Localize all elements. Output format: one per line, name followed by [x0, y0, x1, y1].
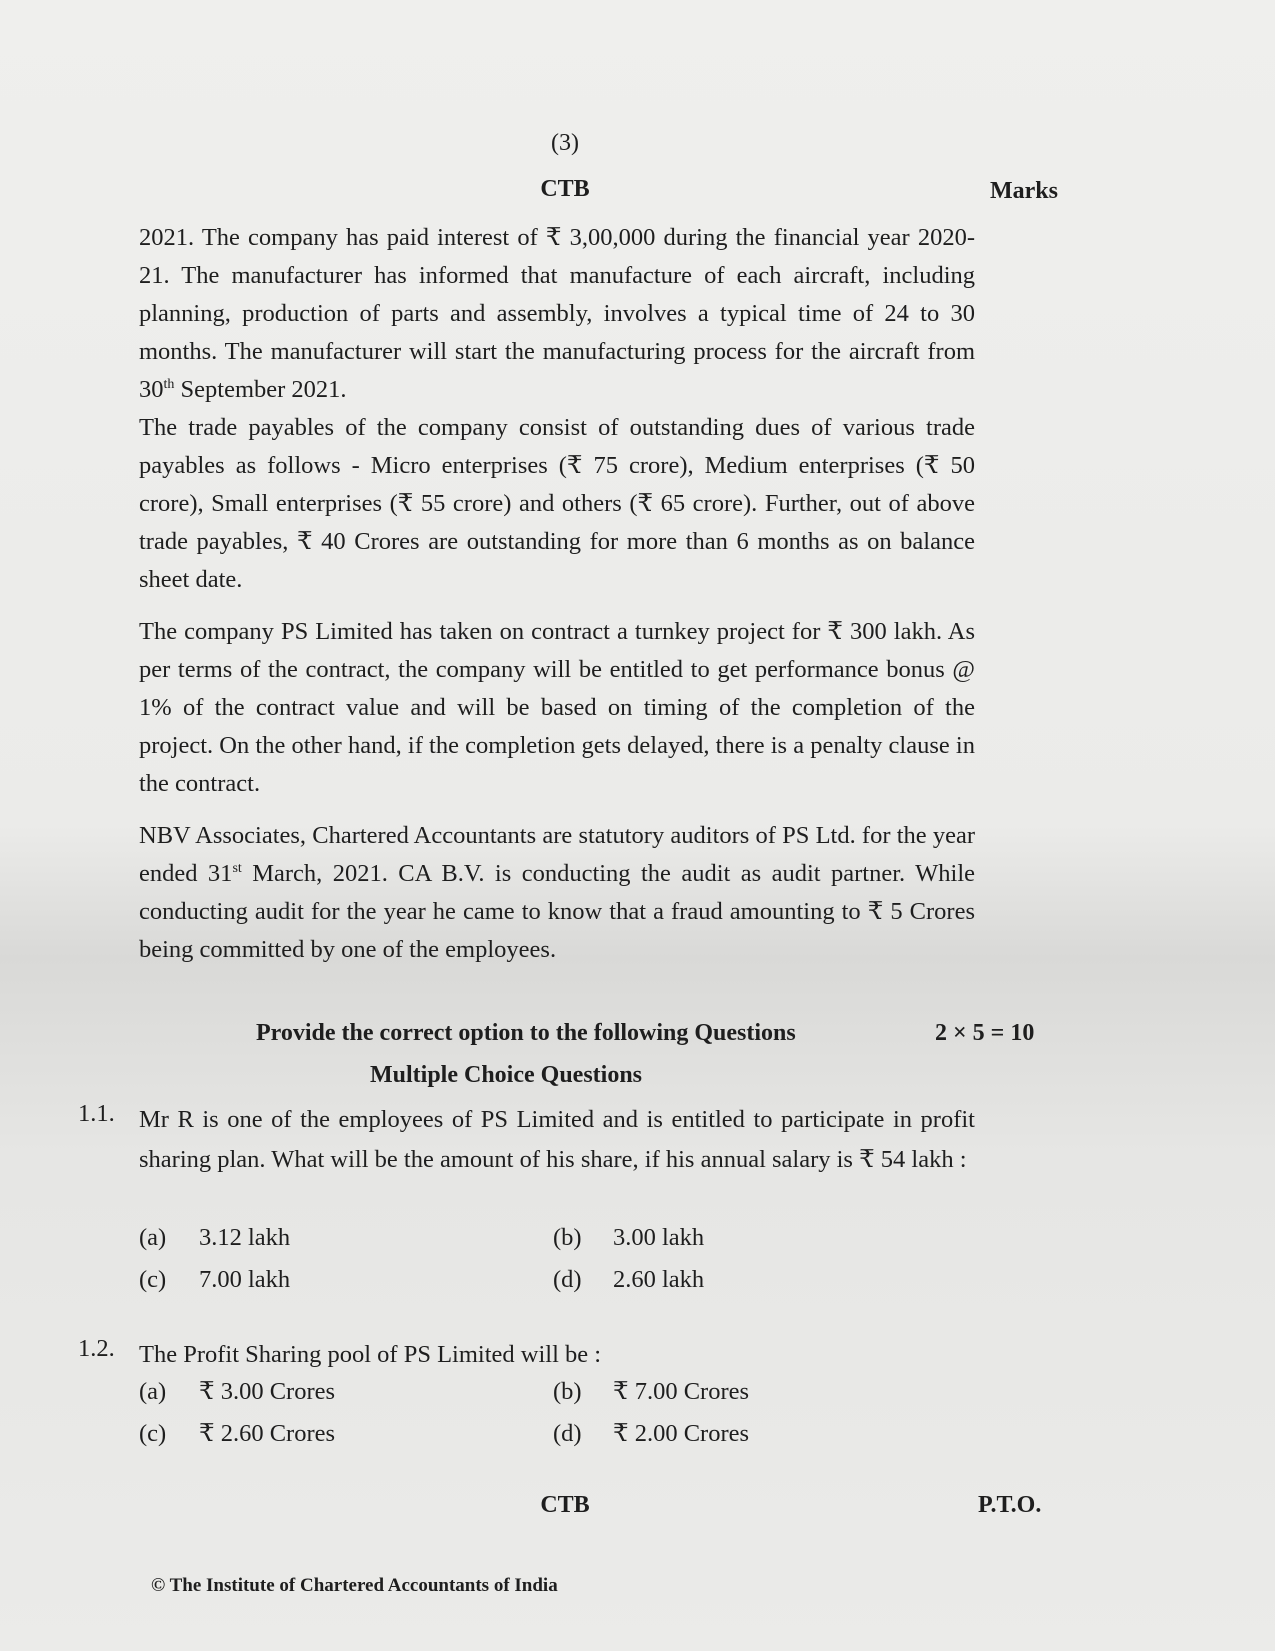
option-c[interactable] [139, 1418, 335, 1448]
option-b[interactable] [553, 1376, 749, 1406]
option-label: (a) [139, 1378, 167, 1405]
page-number: (3) [551, 130, 579, 156]
auditors-text-end: March, 2021. CA B.V. is conducting the audit as audit partner. While conducting audit for the year he came to know that a fraud amounting to ₹ 5 Crores being committed by one of the employees. [139, 860, 976, 963]
case-paragraph-trade-payables: The trade payables of the company consist of outstanding dues of various trade payables as follows - Micro enterprises (₹ 75 crore), Medium enterprises (₹ 50 crore), Small enterprises (₹ 55 crore) and others (₹ 65 crore). Further, out of above trade payables, ₹ 40 Crores are outstanding for more than 6 months as on balance sheet date. [139, 414, 975, 593]
option-text: 2.60 lakh [613, 1266, 705, 1293]
ordinal-suffix: st [232, 860, 242, 876]
question-text: The Profit Sharing pool of PS Limited will be : [139, 1341, 602, 1368]
paper-code-footer: CTB [540, 1492, 590, 1518]
option-text: 7.00 lakh [199, 1266, 291, 1293]
case-paragraph-aircraft [139, 219, 975, 409]
paper-code-header: CTB [540, 176, 590, 202]
option-label: (d) [553, 1420, 582, 1447]
option-text: ₹ 7.00 Crores [613, 1378, 750, 1405]
option-b[interactable] [553, 1224, 704, 1252]
option-label: (c) [139, 1420, 167, 1447]
question-number: 1.2. [78, 1335, 115, 1362]
option-label: (a) [139, 1224, 167, 1251]
option-text: 3.00 lakh [613, 1224, 705, 1251]
question-number: 1.1. [78, 1100, 115, 1127]
option-d[interactable] [553, 1418, 749, 1448]
option-text: 3.12 lakh [199, 1224, 291, 1251]
mcq-subheading: Multiple Choice Questions [370, 1062, 643, 1088]
ordinal-suffix: th [163, 376, 175, 392]
case-paragraph-turnkey-project: The company PS Limited has taken on contract a turnkey project for ₹ 300 lakh. As per terms of the contract, the company will be entitled to get performance bonus @ 1% of the contract value and will be based on timing of the completion of the project. On the other hand, if the completion gets delayed, there is a penalty clause in the contract. [139, 618, 975, 797]
option-label: (d) [553, 1266, 582, 1293]
option-label: (b) [553, 1378, 582, 1405]
instruction-heading: Provide the correct option to the following Questions [256, 1020, 796, 1046]
auditors-text: NBV Associates, Chartered Accountants are statutory auditors of PS Ltd. for the year ended 31 [139, 822, 975, 887]
option-text: ₹ 2.00 Crores [613, 1420, 750, 1447]
option-label: (b) [553, 1224, 582, 1251]
aircraft-text: 2021. The company has paid interest of ₹ 3,00,000 during the financial year 2020-21. The manufacturer has informed that manufacture of each aircraft, including planning, production of parts and assembly, involves a typical time of 24 to 30 months. The manufacturer will start the manufacturing process for the aircraft from 30 [139, 224, 975, 403]
option-a[interactable] [139, 1224, 290, 1252]
option-c[interactable] [139, 1266, 290, 1294]
option-text: ₹ 2.60 Crores [199, 1420, 336, 1447]
option-d[interactable] [553, 1266, 704, 1294]
copyright-notice: © The Institute of Chartered Accountants of India [151, 1575, 558, 1596]
marks-column-heading: Marks [990, 178, 1058, 204]
section-marks: 2 × 5 = 10 [935, 1020, 1035, 1046]
aircraft-text-end: September 2021. [174, 376, 347, 403]
case-paragraph-auditors [139, 817, 975, 969]
option-label: (c) [139, 1266, 167, 1293]
option-a[interactable] [139, 1376, 335, 1406]
option-text: ₹ 3.00 Crores [199, 1378, 336, 1405]
question-text: Mr R is one of the employees of PS Limited and is entitled to participate in profit sharing plan. What will be the amount of his share, if his annual salary is ₹ 54 lakh : [139, 1106, 975, 1173]
please-turn-over: P.T.O. [978, 1492, 1042, 1518]
